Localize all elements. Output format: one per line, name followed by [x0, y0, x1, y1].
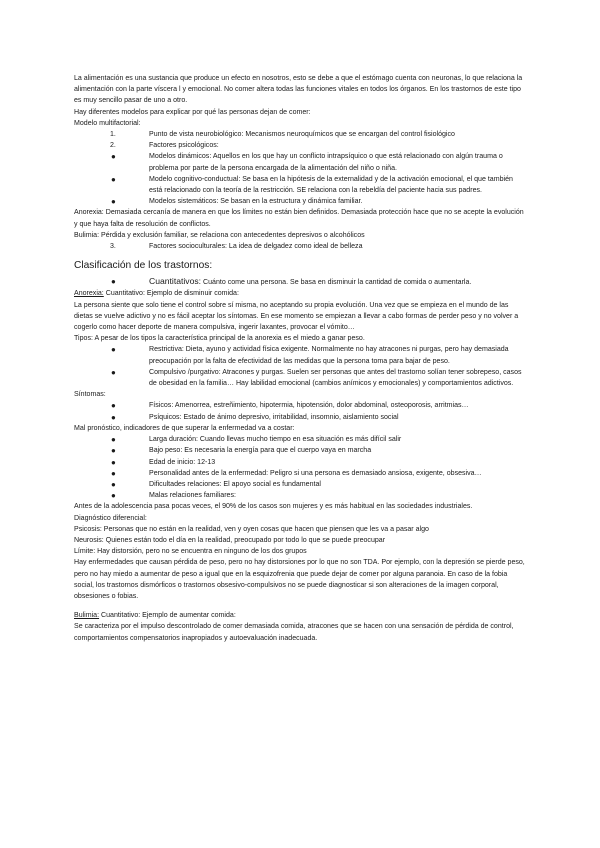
bullet-text: Modelo cognitivo-conductual: Se basa en la hipótesis de la externalidad y de la activación emocional, el que también está relacionado con la teoría de la restricción. SE relaciona con la rebeldía del paciente hacia sus padres.: [149, 175, 513, 195]
bullet-item: [74, 344, 526, 366]
types-line: Tipos: A pesar de los tipos la característica principal de la anorexia es el miedo a ganar peso.: [74, 335, 365, 343]
list-item: [74, 129, 526, 140]
document-body: [74, 73, 526, 644]
bullet-icon: ●: [111, 401, 116, 411]
bulimia-section-title: [74, 610, 526, 621]
bullet-icon: ●: [111, 174, 116, 184]
classification-heading: Clasificación de los trastornos:: [74, 260, 213, 272]
anorexia-definition: Anorexia: Demasiada cercanía de manera en que los límites no están bien definidos. Demasiada protección hace que no se acepte la evolución y que haya falta de resolución de conflictos.: [74, 209, 524, 228]
closing-paragraph: Hay enfermedades que causan pérdida de peso, pero no hay distorsiones por lo que no son TDA. Por ejemplo, con la depresión se pierde peso, pero no hay miedo a aumentar de peso a igual que en la esquizofrenia que puede dejar de comer por alguna paranoia. En caso de la fobia social, los trastornos dismórficos o trastornos obsesivo-compulsivos no se puede diagnosticar si son alteraciones de la imagen corporal, obsesiones o fobias.: [74, 559, 525, 600]
list-number: 3.: [110, 243, 116, 251]
bullet-text: Dificultades relaciones: El apoyo social es fundamental: [149, 480, 321, 488]
bullet-text: Compulsivo /purgativo: Atracones y purgas. Suelen ser personas que antes del trastorno solían tener sobrepeso, casos de obesidad en la familia… Hay labilidad emocional (cambios anímicos y emocionales) y comportamientos adictivos.: [149, 368, 522, 388]
list-item: [74, 140, 526, 151]
adolescence-paragraph: Antes de la adolescencia pasa pocas veces, el 90% de los casos son mujeres y es más habitual en las sociedades industriales.: [74, 503, 473, 511]
bullet-item: [74, 490, 526, 501]
list-item-text: Punto de vista neurobiológico: Mecanismos neuroquímicos que se encargan del control fisiológico: [149, 131, 455, 139]
multifactorial-title: Modelo multifactorial:: [74, 119, 141, 127]
bullet-item: [74, 468, 526, 479]
anorexia-section-title: [74, 288, 526, 299]
bulimia-heading: Bulimia:: [74, 612, 100, 620]
bullet-item: [74, 445, 526, 456]
bullet-item: [74, 479, 526, 490]
bullet-icon: ●: [111, 479, 116, 489]
list-item: [74, 241, 526, 252]
bullet-icon: ●: [111, 468, 116, 478]
intro-paragraph: La alimentación es una sustancia que produce un efecto en nosotros, esto se debe a que el estómago cuenta con neuronas, lo que relaciona la alimentación con la parte víscera l y emocional. No comer altera todas las funciones vitales en todos los órganos. En los trastornos de este tipo es muy sencillo pasar de uno a otro.: [74, 75, 523, 105]
bullet-item: [74, 412, 526, 423]
bullet-text: Bajo peso: Es necesaria la energía para que el cuerpo vaya en marcha: [149, 447, 372, 455]
bullet-text: Modelos sistemáticos: Se basan en la estructura y dinámica familiar.: [149, 198, 363, 206]
bullet-item: [74, 174, 526, 196]
anorexia-heading-rest: Cuantitativo: Ejemplo de disminuir comida:: [103, 290, 239, 298]
bullet-icon: ●: [111, 152, 116, 162]
psicosis-line: Psicosis: Personas que no están en la realidad, ven y oyen cosas que hacen que piensen que les va a pasar algo: [74, 525, 429, 533]
list-number: 2.: [110, 142, 116, 150]
bullet-icon: ●: [111, 197, 116, 207]
bullet-item: [74, 151, 526, 173]
bullet-text: Modelos dinámicos: Aquellos en los que hay un conflicto intrapsíquico o que está relacionado con algún trauma o problema por parte de la persona encargada de la alimentación del niño o niña.: [149, 153, 503, 172]
bullet-icon: ●: [111, 457, 116, 467]
bullet-item: [74, 276, 526, 288]
bullet-icon: ●: [111, 277, 116, 287]
bulimia-heading-rest: Cuantitativo: Ejemplo de aumentar comida:: [99, 612, 236, 620]
bullet-icon: ●: [111, 435, 116, 445]
bullet-item: [74, 457, 526, 468]
bullet-text: Psíquicos: Estado de ánimo depresivo, irritabilidad, insomnio, aislamiento social: [149, 413, 399, 421]
bullet-text: Físicos: Amenorrea, estreñimiento, hipotermia, hipotensión, dolor abdominal, osteoporosis, arritmias…: [149, 402, 469, 410]
list-number: 1.: [110, 131, 116, 139]
bullet-icon: ●: [111, 412, 116, 422]
list-item-text: Factores psicológicos:: [149, 142, 219, 150]
models-line: Hay diferentes modelos para explicar por qué las personas dejan de comer:: [74, 108, 311, 116]
bullet-text: Personalidad antes de la enfermedad: Peligro si una persona es demasiado ansiosa, exigente, obsesiva…: [149, 469, 482, 477]
neurosis-line: Neurosis: Quienes están todo el día en la realidad, preocupado por todo lo que se puede preocupar: [74, 536, 386, 544]
prognosis-title: Mal pronóstico, indicadores de que superar la enfermedad va a costar:: [74, 424, 295, 432]
bullet-icon: ●: [111, 345, 116, 355]
bullet-item: [74, 434, 526, 445]
bullet-text: Larga duración: Cuando llevas mucho tiempo en esa situación es más difícil salir: [149, 436, 402, 444]
bullet-text: Edad de inicio: 12-13: [149, 458, 216, 466]
anorexia-heading: Anorexia:: [74, 290, 104, 298]
bullet-item: [74, 400, 526, 411]
diagnosis-title: Diagnóstico diferencial:: [74, 514, 147, 522]
bullet-text: Malas relaciones familiares:: [149, 492, 236, 500]
bullet-lead: Cuantitativos:: [149, 276, 202, 287]
bullet-text: Restrictiva: Dieta, ayuno y actividad física exigente. Normalmente no hay atracones ni purgas, pero hay demasiada preocupación por la falta de efectividad de las medidas que la persona toma para bajar de peso.: [149, 346, 509, 365]
bullet-icon: ●: [111, 446, 116, 456]
bullet-icon: ●: [111, 491, 116, 501]
list-item-text: Factores socioculturales: La idea de delgadez como ideal de belleza: [149, 243, 363, 251]
bulimia-definition: Bulimia: Pérdida y exclusión familiar, se relaciona con antecedentes depresivos o alcohólicos: [74, 231, 365, 239]
anorexia-paragraph: La persona siente que solo tiene el control sobre sí misma, no aceptando su propia evolución. Una vez que se empieza en el mundo de las dietas se vuelve adictivo y no es fácil aceptar los síntomas. En ese momento se empiezan a llevar a cabo formas de perder peso y no volver a cogerlo como hacer deporte de manera compulsiva, ingerir laxantes, provocar el vómito…: [74, 301, 519, 332]
bullet-item: [74, 196, 526, 207]
bullet-item: [74, 367, 526, 389]
limite-line: Límite: Hay distorsión, pero no se encuentra en ninguno de los dos grupos: [74, 548, 307, 556]
bulimia-paragraph: Se caracteriza por el impulso descontrolado de comer demasiada comida, atracones que se hacen con una sensación de pérdida de control, comportamientos compensatorios inapropiados y autoevaluación inadecuada.: [74, 623, 514, 642]
symptoms-title: Síntomas:: [74, 391, 106, 399]
bullet-text: Cuánto come una persona. Se basa en disminuir la cantidad de comida o aumentarla.: [201, 279, 472, 287]
bullet-icon: ●: [111, 367, 116, 377]
